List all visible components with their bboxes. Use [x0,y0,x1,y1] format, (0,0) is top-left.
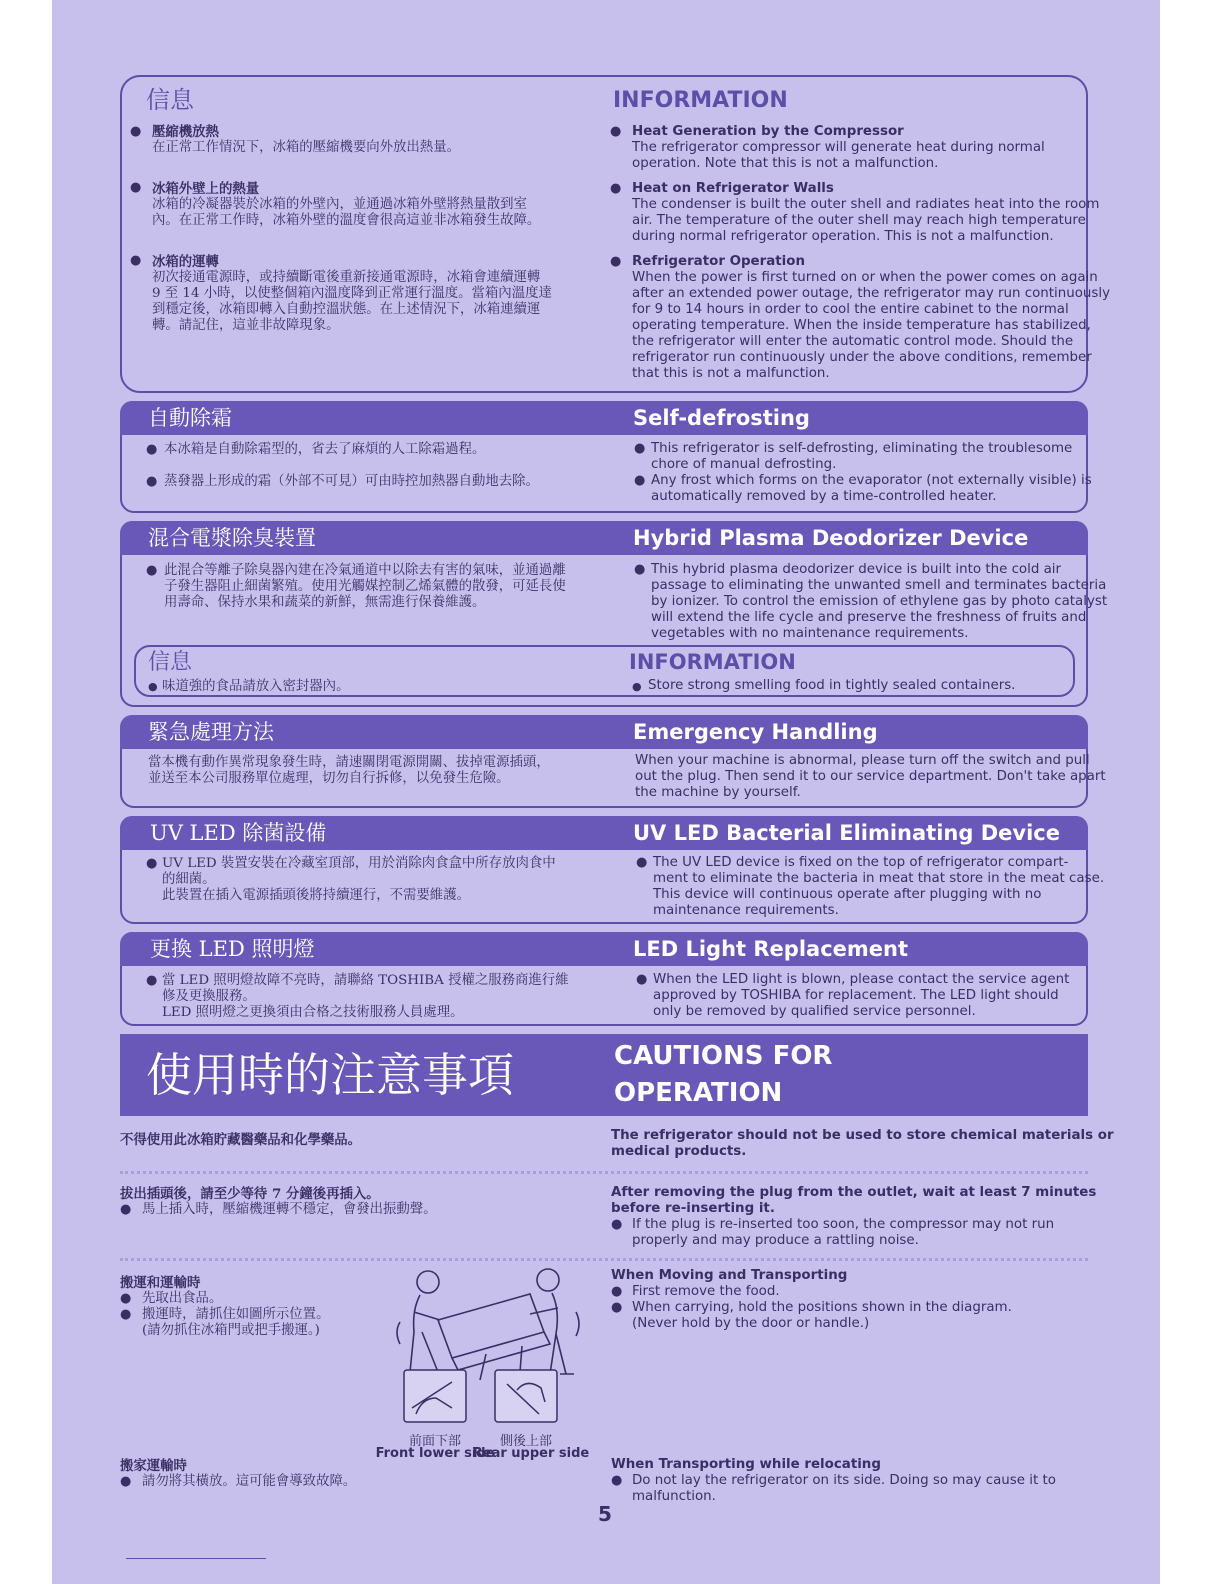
manual-page [52,0,1160,1584]
uv-led-en-text: This device will continuous operate after plugging with no [653,887,1042,902]
caution3-en-note: (Never hold by the door or handle.) [632,1316,870,1331]
caution1-en: The refrigerator should not be used to store chemical materials or [611,1128,1114,1143]
emergency-zh-text: 並送至本公司服務單位處理，切勿自行拆修，以免發生危險。 [148,771,510,786]
bullet-icon: ● [146,973,158,988]
caution3-en-title: When Moving and Transporting [611,1268,848,1283]
defrost-en-item: chore of manual defrosting. [651,457,837,472]
led-light-en-text: When the LED light is blown, please contact the service agent [653,972,1070,987]
bullet-icon: ● [120,1307,132,1322]
info-en-item-body: after an extended power outage, the refrigerator may run continuously [632,286,1111,301]
bullet-icon: ● [146,474,158,489]
defrost-en-item: This refrigerator is self-defrosting, eliminating the troublesome [651,441,1073,456]
info-en-item-body: that this is not a malfunction. [632,366,830,381]
plasma-info-zh-text: 味道強的食品請放入密封器內。 [162,679,350,694]
caution4-zh-item: 請勿將其橫放。這可能會導致故障。 [142,1474,357,1489]
bullet-icon: ● [130,180,142,195]
plasma-en-text: passage to eliminating the unwanted smell and terminates bacteria [651,578,1107,593]
info-en-item-body: The condenser is built the outer shell and radiates heat into the room [632,197,1100,212]
caution1-en: medical products. [611,1144,747,1159]
bullet-icon: ● [634,562,646,577]
led-light-zh-text: 當 LED 照明燈故障不亮時，請聯絡 TOSHIBA 授權之服務商進行維 [162,973,569,988]
caution1-zh: 不得使用此冰箱貯藏醫藥品和化學藥品。 [120,1132,362,1148]
uv-led-en-text: The UV LED device is fixed on the top of refrigerator compart- [653,855,1069,870]
bullet-icon: ● [636,972,648,987]
caution4-zh-title: 搬家運輸時 [120,1458,187,1474]
cautions-zh-title: 使用時的注意事項 [146,1048,514,1102]
cautions-en-title-line1: CAUTIONS FOR [614,1041,833,1071]
info-en-item-body: operation. Note that this is not a malfunction. [632,156,939,171]
info-zh-item-title: 冰箱的運轉 [152,254,219,270]
led-light-zh-header: 更換 LED 照明燈 [120,932,615,966]
bullet-icon: ● [611,1473,623,1488]
emergency-en-text: out the plug. Then send it to our service department. Don't take apart [635,769,1106,784]
caution2-en-item: properly and may produce a rattling noise. [632,1233,919,1248]
caution2-en-title: before re-inserting it. [611,1201,775,1216]
self-defrosting-zh-header: 自動除霜 [120,401,615,435]
emergency-en-header: Emergency Handling [615,715,1088,749]
bullet-icon: ● [611,1217,623,1232]
plasma-zh-text: 子發生器阻止細菌繁殖。使用光觸媒控制乙烯氣體的散發，可延長使 [164,579,566,594]
info-zh-item-body: 在正常工作情況下，冰箱的壓縮機要向外放出熱量。 [152,140,460,155]
info-en-item-body: When the power is first turned on or when the power comes on again [632,270,1098,285]
bullet-icon: ● [146,856,158,871]
caution3-zh-item: 先取出食品。 [142,1291,223,1306]
bullet-icon: ● [146,563,158,578]
info-en-item-body: refrigerator run continuously under the above conditions, remember [632,350,1092,365]
caution2-zh-title: 拔出插頭後，請至少等待 7 分鐘後再插入。 [120,1186,380,1202]
caution3-zh-title: 搬運和運輸時 [120,1275,201,1291]
rear-upper-grip-icon [493,1368,559,1424]
info-en-item-body: air. The temperature of the outer shell may reach high temperature [632,213,1086,228]
info-zh-item-title: 冰箱外壁上的熱量 [152,181,260,197]
plasma-zh-text: 此混合等離子除臭器內建在冷氣通道中以除去有害的氣味，並通過離 [164,563,566,578]
defrost-zh-item: 蒸發器上形成的霜（外部不可見）可由時控加熱器自動地去除。 [164,474,539,489]
dotted-divider [120,1258,1088,1261]
dotted-divider [120,1171,1088,1174]
plasma-info-en-title: INFORMATION [629,650,796,674]
self-defrosting-en-header: Self-defrosting [615,401,1088,435]
led-light-en-header: LED Light Replacement [615,932,1088,966]
uv-led-zh-text: 此裝置在插入電源插頭後將持續運行，不需要維護。 [162,888,470,903]
caution2-zh-item: 馬上插入時，壓縮機運轉不穩定，會發出振動聲。 [142,1202,437,1217]
uv-led-zh-text: 的細菌。 [162,872,216,887]
hybrid-plasma-zh-header: 混合電漿除臭裝置 [120,521,615,555]
plasma-info-en-text: Store strong smelling food in tightly sealed containers. [648,678,1016,693]
front-lower-caption-zh: 前面下部 [408,1434,461,1449]
page-number: 5 [598,1502,612,1526]
footer-rule [126,1558,266,1559]
front-lower-grip-icon [402,1368,468,1424]
bullet-icon: ● [610,254,622,269]
front-lower-caption-en: Front lower side [375,1446,495,1461]
bullet-icon: ● [611,1300,623,1315]
caution3-en-item: When carrying, hold the positions shown in the diagram. [632,1300,1012,1315]
plasma-info-zh-title: 信息 [148,650,193,675]
bullet-icon: ● [120,1474,132,1489]
caution3-zh-note: (請勿抓住冰箱門或把手搬運。) [142,1323,320,1338]
bullet-icon: ● [120,1202,132,1217]
defrost-en-item: Any frost which forms on the evaporator (not externally visible) is [651,473,1092,488]
plasma-en-text: vegetables with no maintenance requirements. [651,626,969,641]
bullet-icon: ● [130,124,142,139]
bullet-icon: ● [634,473,646,488]
info-zh-item-body: 冰箱的冷凝器裝於冰箱的外壁內，並通過冰箱外壁將熱量散到室 [152,197,527,212]
plasma-en-text: This hybrid plasma deodorizer device is built into the cold air [651,562,1062,577]
info-en-item-body: The refrigerator compressor will generate heat during normal [632,140,1045,155]
defrost-zh-item: 本冰箱是自動除霜型的，省去了麻煩的人工除霜過程。 [164,442,486,457]
emergency-zh-text: 當本機有動作異常現象發生時，請速關閉電源開關、拔掉電源插頭， [148,755,550,770]
uv-led-en-text: ment to eliminate the bacteria in meat that store in the meat case. [653,871,1105,886]
plasma-en-text: by ionizer. To control the emission of ethylene gas by photo catalyst [651,594,1108,609]
bullet-icon: ● [636,855,648,870]
led-light-en-text: approved by TOSHIBA for replacement. The LED light should [653,988,1059,1003]
bullet-icon: ● [148,680,158,693]
bullet-icon: ● [634,441,646,456]
info-en-item-body: for 9 to 14 hours in order to cool the entire cabinet to the normal [632,302,1069,317]
hybrid-plasma-en-header: Hybrid Plasma Deodorizer Device [615,521,1088,555]
caution2-en-title: After removing the plug from the outlet, wait at least 7 minutes [611,1185,1097,1200]
info-zh-item-body: 9 至 14 小時，以使整個箱內溫度降到正常運行溫度。當箱內溫度達 [152,286,552,301]
info-en-item-body: operating temperature. When the inside temperature has stabilized, [632,318,1091,333]
plasma-zh-text: 用壽命、保持水果和蔬菜的新鮮，無需進行保養維護。 [164,595,486,610]
bullet-icon: ● [632,680,642,693]
led-light-zh-text: LED 照明燈之更換須由合格之技術服務人員處理。 [162,1005,464,1020]
emergency-en-text: When your machine is abnormal, please turn off the switch and pull [635,753,1090,768]
caution4-en-item: Do not lay the refrigerator on its side. Doing so may cause it to [632,1473,1056,1488]
info-zh-item-body: 初次接通電源時，或持續斷電後重新接通電源時，冰箱會連續運轉 [152,270,541,285]
bullet-icon: ● [130,253,142,268]
caution2-en-item: If the plug is re-inserted too soon, the compressor may not run [632,1217,1055,1232]
info-en-title: INFORMATION [613,88,788,113]
led-light-en-text: only be removed by qualified service personnel. [653,1004,976,1019]
caution3-en-item: First remove the food. [632,1284,780,1299]
caution4-en-item: malfunction. [632,1489,716,1504]
info-zh-item-body: 到穩定後，冰箱即轉入自動控溫狀態。在上述情況下，冰箱連續運 [152,302,541,317]
rear-upper-caption-zh: 側後上部 [499,1434,552,1449]
caution4-en-title: When Transporting while relocating [611,1457,881,1472]
uv-led-zh-header: UV LED 除菌設備 [120,816,615,850]
led-light-zh-text: 修及更換服務。 [162,989,256,1004]
cautions-en-title-line2: OPERATION [614,1078,783,1108]
bullet-icon: ● [610,181,622,196]
uv-led-en-header: UV LED Bacterial Eliminating Device [615,816,1088,850]
rear-upper-caption-en: Rear upper side [472,1446,590,1461]
info-en-item-body: during normal refrigerator operation. This is not a malfunction. [632,229,1054,244]
info-en-item-title: Refrigerator Operation [632,254,805,269]
info-zh-item-body: 轉。請記住，這並非故障現象。 [152,318,340,333]
uv-led-en-text: maintenance requirements. [653,903,839,918]
info-zh-item-title: 壓縮機放熱 [152,124,219,140]
info-en-item-title: Heat on Refrigerator Walls [632,181,834,196]
emergency-en-text: the machine by yourself. [635,785,801,800]
uv-led-zh-text: UV LED 裝置安裝在冷藏室頂部，用於消除肉食盒中所存放肉食中 [162,856,556,871]
info-en-item-body: the refrigerator will enter the automatic control mode. Should the [632,334,1074,349]
plasma-en-text: will extend the life cycle and preserve the freshness of fruits and [651,610,1087,625]
bullet-icon: ● [120,1291,132,1306]
emergency-zh-header: 緊急處理方法 [120,715,615,749]
caution3-zh-item: 搬運時，請抓住如圖所示位置。 [142,1307,330,1322]
info-zh-title: 信息 [146,86,194,114]
bullet-icon: ● [146,442,158,457]
bullet-icon: ● [611,1284,623,1299]
defrost-en-item: automatically removed by a time-controlled heater. [651,489,997,504]
info-en-item-title: Heat Generation by the Compressor [632,124,904,139]
bullet-icon: ● [610,124,622,139]
info-zh-item-body: 內。在正常工作時，冰箱外壁的溫度會很高這並非冰箱發生故障。 [152,213,541,228]
